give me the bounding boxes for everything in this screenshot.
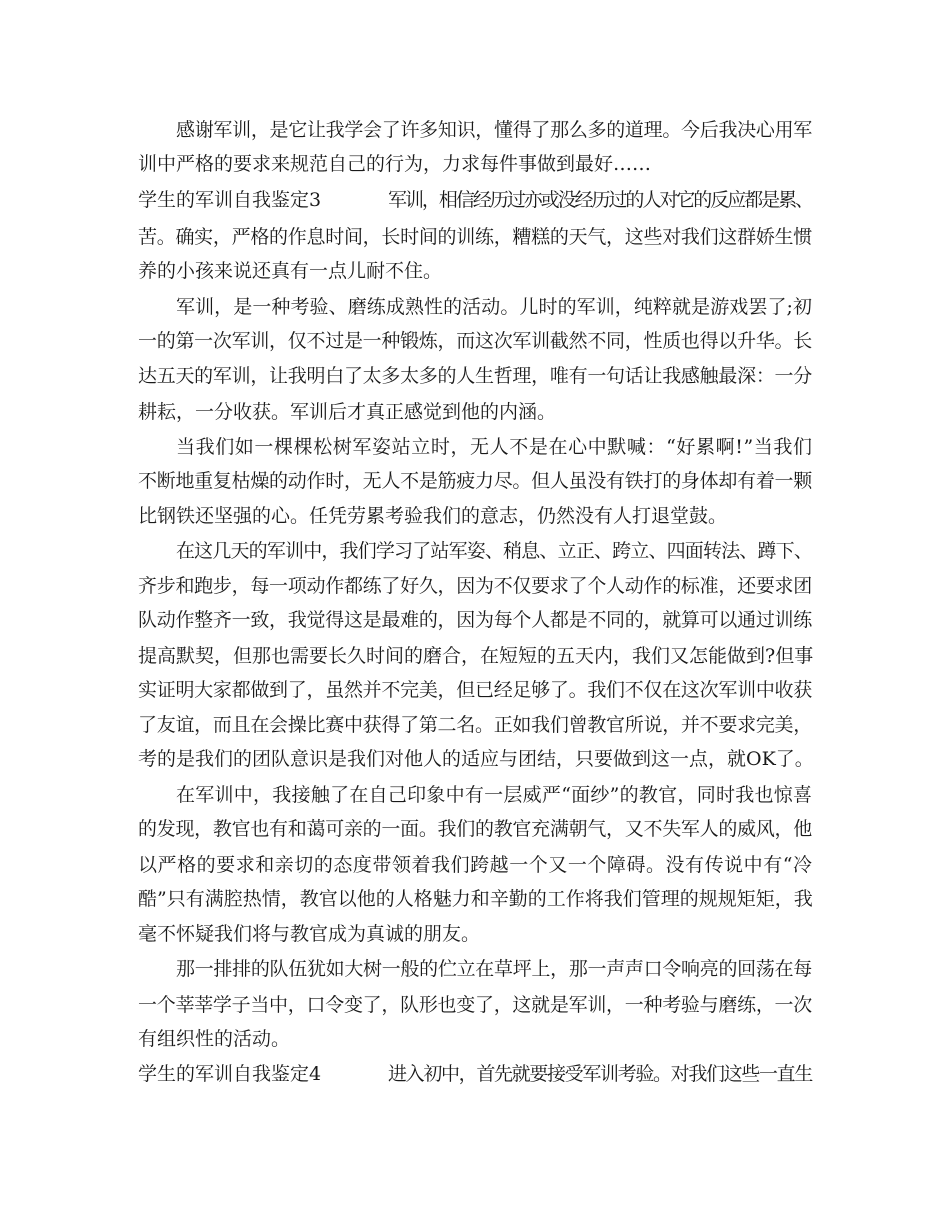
paragraph-drills-line <box>0 743 950 775</box>
paragraph-thanks-line <box>0 148 950 180</box>
paragraph-text: 酷”只有满腔热情，教官以他的人格魅力和辛勤的工作将我们管理的规规矩矩，我 <box>138 888 813 910</box>
paragraph-instructor-line <box>0 849 950 881</box>
paragraph-text: 在军训中，我接触了在自己印象中有一层威严“面纱”的教官，同时我也惊喜 <box>176 784 813 806</box>
paragraph-text: 不断地重复枯燥的动作时，无人不是筋疲力尽。但人虽没有铁打的身体却有着一颗 <box>138 470 812 492</box>
paragraph-pine-line <box>0 431 950 463</box>
paragraph-drills-line <box>0 640 950 672</box>
paragraph-text: 进入初中，首先就要接受军训考验。对我们这些一直生 <box>388 1063 812 1085</box>
paragraph-text: 齐步和跑步，每一项动作都练了好久，因为不仅要求了个人动作的标准，还要求团 <box>138 575 812 597</box>
paragraph-text: 提高默契，但那也需要长久时间的磨合，在短短的五天内，我们又怎能做到?但事 <box>138 645 814 667</box>
paragraph-test-line <box>0 325 950 357</box>
paragraph-thanks-line <box>0 114 950 146</box>
paragraph-drills-line <box>0 674 950 706</box>
paragraph-text: 了友谊，而且在会操比赛中获得了第二名。正如我们曾教官所说，并不要求完美， <box>138 714 812 736</box>
paragraph-ranks-line <box>0 953 950 985</box>
paragraph-drills-line <box>0 570 950 602</box>
paragraph-test-line <box>0 291 950 323</box>
paragraph-test-line <box>0 360 950 392</box>
paragraph-pine-line <box>0 465 950 497</box>
paragraph-text: 耕耘，一分收获。军训后才真正感觉到他的内涵。 <box>138 401 557 423</box>
paragraph-text: 感谢军训，是它让我学会了许多知识，懂得了那么多的道理。今后我决心用军 <box>176 119 812 141</box>
paragraph-text: 军训，相信经历过亦或没经历过的人对它的反应都是累、 <box>388 189 812 211</box>
paragraph-text: 那一排排的队伍犹如大树一般的伫立在草坪上，那一声声口令响亮的回荡在每 <box>176 958 812 980</box>
paragraph-text: 军训，是一种考验、磨练成熟性的活动。儿时的军训，纯粹就是游戏罢了;初 <box>176 296 813 318</box>
paragraph-drills-line <box>0 709 950 741</box>
paragraph-text: 达五天的军训，让我明白了太多太多的人生哲理，唯有一句话让我感触最深：一分 <box>138 365 812 387</box>
paragraph-section-3-line <box>0 184 950 216</box>
paragraph-text: 训中严格的要求来规范自己的行为，力求每件事做到最好…… <box>138 153 652 175</box>
paragraph-text: 当我们如一棵棵松树军姿站立时，无人不是在心中默喊：“好累啊!”当我们 <box>176 436 813 458</box>
paragraph-text: 以严格的要求和亲切的态度带领着我们跨越一个又一个障碍。没有传说中有“冷 <box>138 854 813 876</box>
paragraph-pine-line <box>0 500 950 532</box>
paragraph-text: 毫不怀疑我们将与教官成为真诚的朋友。 <box>138 923 481 945</box>
paragraph-text: 一的第一次军训，仅不过是一种锻炼，而这次军训截然不同，性质也得以升华。长 <box>138 330 812 352</box>
section-heading: 学生的军训自我鉴定3 <box>138 189 322 211</box>
paragraph-text: 实证明大家都做到了，虽然并不完美，但已经足够了。我们不仅在这次军训中收获 <box>138 679 812 701</box>
paragraph-drills-line <box>0 604 950 636</box>
paragraph-section-3-line <box>0 255 950 287</box>
paragraph-instructor-line <box>0 779 950 811</box>
paragraph-ranks-line <box>0 989 950 1021</box>
paragraph-text: 有组织性的活动。 <box>138 1028 291 1050</box>
paragraph-instructor-line <box>0 813 950 845</box>
paragraph-text: 养的小孩来说还真有一点儿耐不住。 <box>138 260 443 282</box>
paragraph-text: 在这几天的军训中，我们学习了站军姿、稍息、立正、跨立、四面转法、蹲下、 <box>176 540 812 562</box>
paragraph-section-3-line <box>0 221 950 253</box>
section-heading: 学生的军训自我鉴定4 <box>138 1063 322 1085</box>
paragraph-ranks-line <box>0 1023 950 1055</box>
paragraph-instructor-line <box>0 883 950 915</box>
paragraph-text: 比钢铁还坚强的心。任凭劳累考验我们的意志，仍然没有人打退堂鼓。 <box>138 505 728 527</box>
paragraph-text: 考的是我们的团队意识是我们对他人的适应与团结，只要做到这一点，就OK了。 <box>138 748 814 770</box>
paragraph-text: 一个莘莘学子当中，口令变了，队形也变了，这就是军训，一种考验与磨练，一次 <box>138 994 812 1016</box>
paragraph-text: 队动作整齐一致，我觉得这是最难的，因为每个人都是不同的，就算可以通过训练 <box>138 609 812 631</box>
paragraph-text: 的发现，教官也有和蔼可亲的一面。我们的教官充满朝气，又不失军人的威风，他 <box>138 818 812 840</box>
paragraph-test-line <box>0 396 950 428</box>
paragraph-text: 苦。确实，严格的作息时间，长时间的训练，糟糕的天气，这些对我们这群娇生惯 <box>138 226 812 248</box>
paragraph-instructor-line <box>0 918 950 950</box>
paragraph-section-4-line <box>0 1058 950 1090</box>
paragraph-drills-line <box>0 535 950 567</box>
